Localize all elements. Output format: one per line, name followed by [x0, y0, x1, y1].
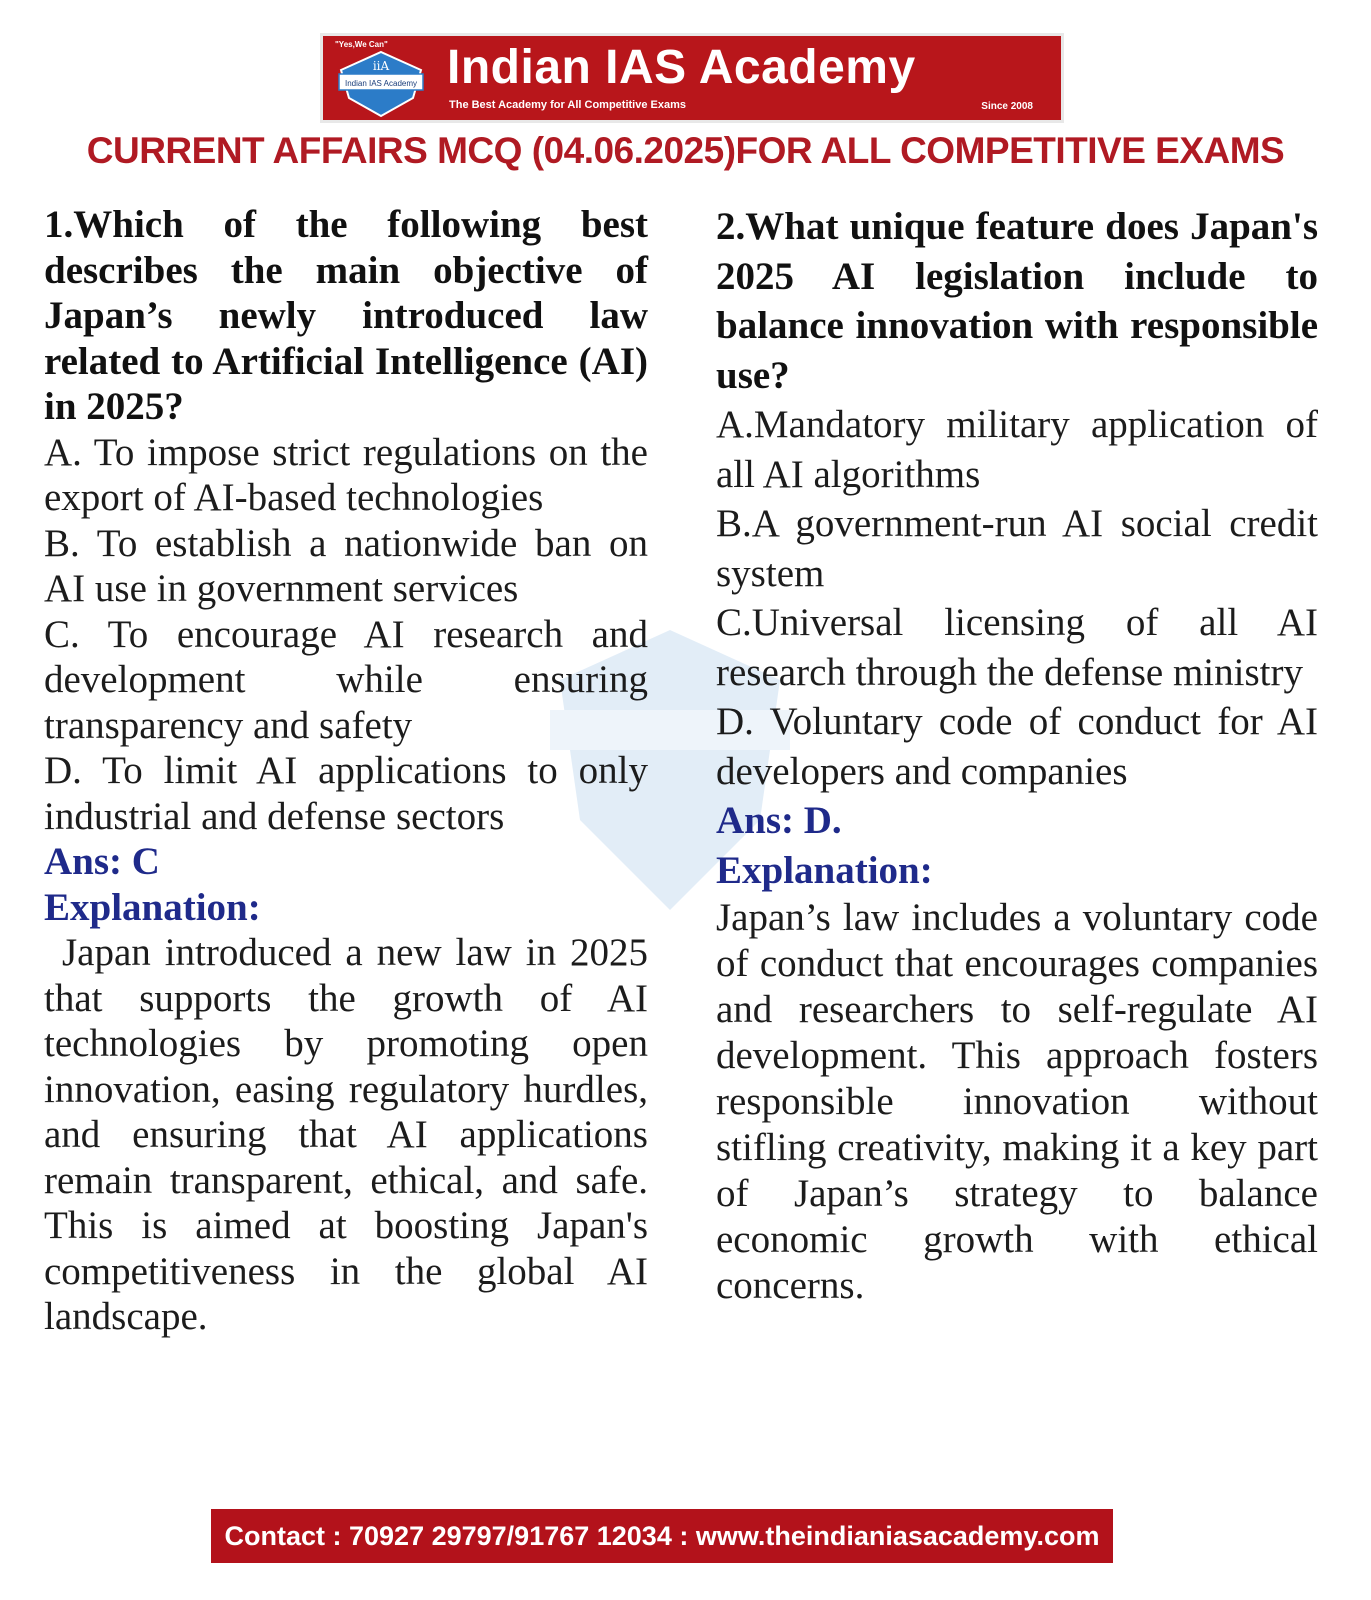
- question-2-explanation-heading: Explanation:: [716, 848, 933, 892]
- question-2-option-b: B.A government-run AI social credit system: [716, 502, 1318, 595]
- question-1-explanation: Japan introduced a new law in 2025 that supports the growth of AI technologies by promoting open innovation, easing regulatory hurdles, and ensuring that AI applications remain transparent, ethical, and safe. This is aimed at boosting Japan's competitiveness in the global AI landscape.: [44, 931, 648, 1338]
- question-2-option-c: C.Universal licensing of all AI research through the defense ministry: [716, 601, 1318, 694]
- question-1-option-a: A. To impose strict regulations on the export of AI-based technologies: [44, 430, 648, 519]
- banner-title: Indian IAS Academy: [447, 41, 916, 94]
- question-2-option-a: A.Mandatory military application of all AI algorithms: [716, 403, 1318, 496]
- academy-logo: [327, 38, 437, 122]
- shield-logo-icon: [333, 48, 429, 120]
- question-2-text: 2.What unique feature does Japan's 2025 AI legislation include to balance innovation with responsible use?: [716, 205, 1318, 397]
- contact-footer: Contact : 70927 29797/91767 12034 : www.theindianiasacademy.com: [211, 1509, 1113, 1563]
- question-1-option-c: C. To encourage AI research and development while ensuring transparency and safety: [44, 612, 648, 747]
- logo-caption: Indian IAS Academy: [344, 79, 418, 88]
- question-2-column: [716, 202, 1318, 1309]
- banner-subtitle: The Best Academy for All Competitive Exams: [449, 99, 686, 111]
- question-1-option-d: D. To limit AI applications to only industrial and defense sectors: [44, 749, 648, 838]
- question-1-text: 1.Which of the following best describes the main objective of Japan’s newly introduced law related to Artificial Intelligence (AI) in 2025?: [44, 203, 648, 428]
- header-banner: [320, 33, 1064, 123]
- question-1-answer: Ans: C: [44, 840, 160, 883]
- question-2-option-d: D. Voluntary code of conduct for AI developers and companies: [716, 700, 1318, 793]
- banner-since: Since 2008: [981, 101, 1033, 112]
- question-1-option-b: B. To establish a nationwide ban on AI use in government services: [44, 521, 648, 610]
- question-1-explanation-heading: Explanation:: [44, 885, 261, 929]
- page-headline: CURRENT AFFAIRS MCQ (04.06.2025)FOR ALL COMPETITIVE EXAMS: [86, 130, 1285, 171]
- logo-mark: iiA: [372, 59, 390, 73]
- question-1-column: [44, 202, 648, 1340]
- question-2-answer: Ans: D.: [716, 799, 842, 842]
- logo-tagline: "Yes,We Can": [335, 40, 388, 49]
- question-2-explanation: Japan’s law includes a voluntary code of conduct that encourages companies and researchers to self-regulate AI development. This approach fosters responsible innovation without stifling creativity, making it a key part of Japan’s strategy to balance economic growth with ethical concerns.: [716, 896, 1318, 1307]
